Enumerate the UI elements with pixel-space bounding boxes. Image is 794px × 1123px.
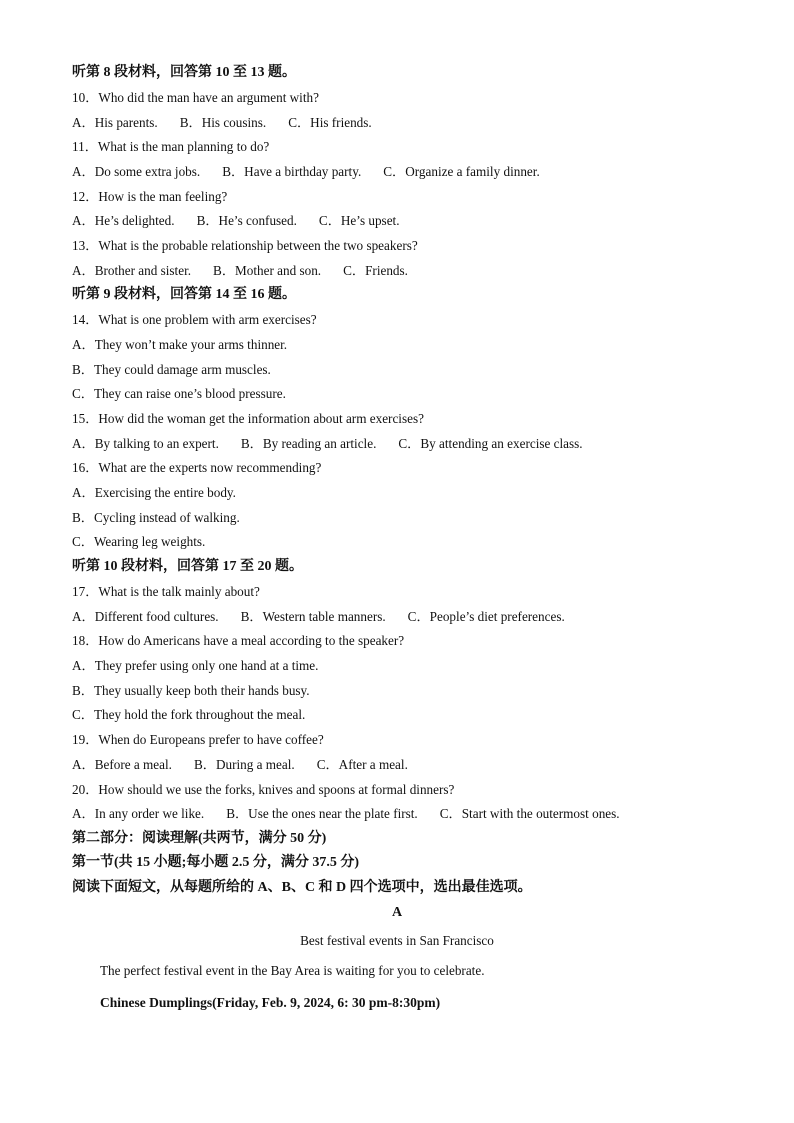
option-14-b: B．They could damage arm muscles. <box>72 362 271 377</box>
section-one-heading: 第一节(共 15 小题;每小题 2.5 分，满分 37.5 分) <box>72 855 359 870</box>
question-10: 10．Who did the man have an argument with? <box>72 90 319 105</box>
options-13 <box>72 262 408 280</box>
option-c: C．Friends. <box>343 263 408 278</box>
option-18-b: B．They usually keep both their hands busy. <box>72 683 310 698</box>
option-c: C．People’s diet preferences. <box>407 609 565 624</box>
option-c: C．After a meal. <box>316 757 408 772</box>
option-18-a: A．They prefer using only one hand at a time. <box>72 658 319 673</box>
option-16-a: A．Exercising the entire body. <box>72 485 236 500</box>
option-c: C．He’s upset. <box>318 213 400 228</box>
option-c: C．By attending an exercise class. <box>398 436 583 451</box>
question-11: 11．What is the man planning to do? <box>72 139 270 154</box>
option-b: B．Use the ones near the plate first. <box>226 806 418 821</box>
reading-instruction: 阅读下面短文，从每题所给的 A、B、C 和 D 四个选项中，选出最佳选项。 <box>72 880 532 895</box>
passage-letter: A <box>391 905 403 920</box>
option-b: B．Mother and son. <box>213 263 322 278</box>
option-a: A．Before a meal. <box>72 757 172 772</box>
section-heading-8: 听第 8 段材料，回答第 10 至 13 题。 <box>72 65 296 80</box>
options-10 <box>72 114 372 132</box>
option-a: A．Different food cultures. <box>72 609 219 624</box>
option-b: B．He’s confused. <box>196 213 297 228</box>
option-b: B．Have a birthday party. <box>222 164 362 179</box>
question-14: 14．What is one problem with arm exercises? <box>72 312 317 327</box>
option-b: B．By reading an article. <box>240 436 377 451</box>
option-a: A．He’s delighted. <box>72 213 175 228</box>
question-16: 16．What are the experts now recommending? <box>72 460 322 475</box>
option-14-c: C．They can raise one’s blood pressure. <box>72 386 286 401</box>
section-heading-10: 听第 10 段材料，回答第 17 至 20 题。 <box>72 559 303 574</box>
option-16-c: C．Wearing leg weights. <box>72 534 206 549</box>
option-b: B．His cousins. <box>179 115 267 130</box>
option-a: A．His parents. <box>72 115 158 130</box>
question-19: 19．When do Europeans prefer to have coffee? <box>72 732 324 747</box>
passage-intro: The perfect festival event in the Bay Area is waiting for you to celebrate. <box>100 963 485 978</box>
option-b: B．During a meal. <box>193 757 295 772</box>
option-c: C．His friends. <box>288 115 372 130</box>
question-15: 15．How did the woman get the information about arm exercises? <box>72 411 424 426</box>
option-a: A．Brother and sister. <box>72 263 192 278</box>
option-a: A．In any order we like. <box>72 806 205 821</box>
options-15 <box>72 435 583 453</box>
option-16-b: B．Cycling instead of walking. <box>72 510 240 525</box>
question-17: 17．What is the talk mainly about? <box>72 584 260 599</box>
question-20: 20．How should we use the forks, knives and spoons at formal dinners? <box>72 782 455 797</box>
event-heading: Chinese Dumplings(Friday, Feb. 9, 2024, 6: 30 pm-8:30pm) <box>100 995 441 1010</box>
option-a: A．Do some extra jobs. <box>72 164 201 179</box>
part-two-heading: 第二部分：阅读理解(共两节，满分 50 分) <box>72 831 327 846</box>
option-14-a: A．They won’t make your arms thinner. <box>72 337 288 352</box>
options-20 <box>72 805 620 823</box>
options-12 <box>72 212 400 230</box>
question-18: 18．How do Americans have a meal according to the speaker? <box>72 633 405 648</box>
options-11 <box>72 163 540 181</box>
question-12: 12．How is the man feeling? <box>72 189 228 204</box>
option-a: A．By talking to an expert. <box>72 436 219 451</box>
options-19 <box>72 756 408 774</box>
section-heading-9: 听第 9 段材料，回答第 14 至 16 题。 <box>72 287 296 302</box>
option-c: C．Organize a family dinner. <box>383 164 540 179</box>
question-13: 13．What is the probable relationship between the two speakers? <box>72 238 418 253</box>
passage-title: Best festival events in San Francisco <box>300 933 494 948</box>
option-18-c: C．They hold the fork throughout the meal. <box>72 707 306 722</box>
option-b: B．Western table manners. <box>240 609 386 624</box>
option-c: C．Start with the outermost ones. <box>439 806 620 821</box>
options-17 <box>72 608 565 626</box>
